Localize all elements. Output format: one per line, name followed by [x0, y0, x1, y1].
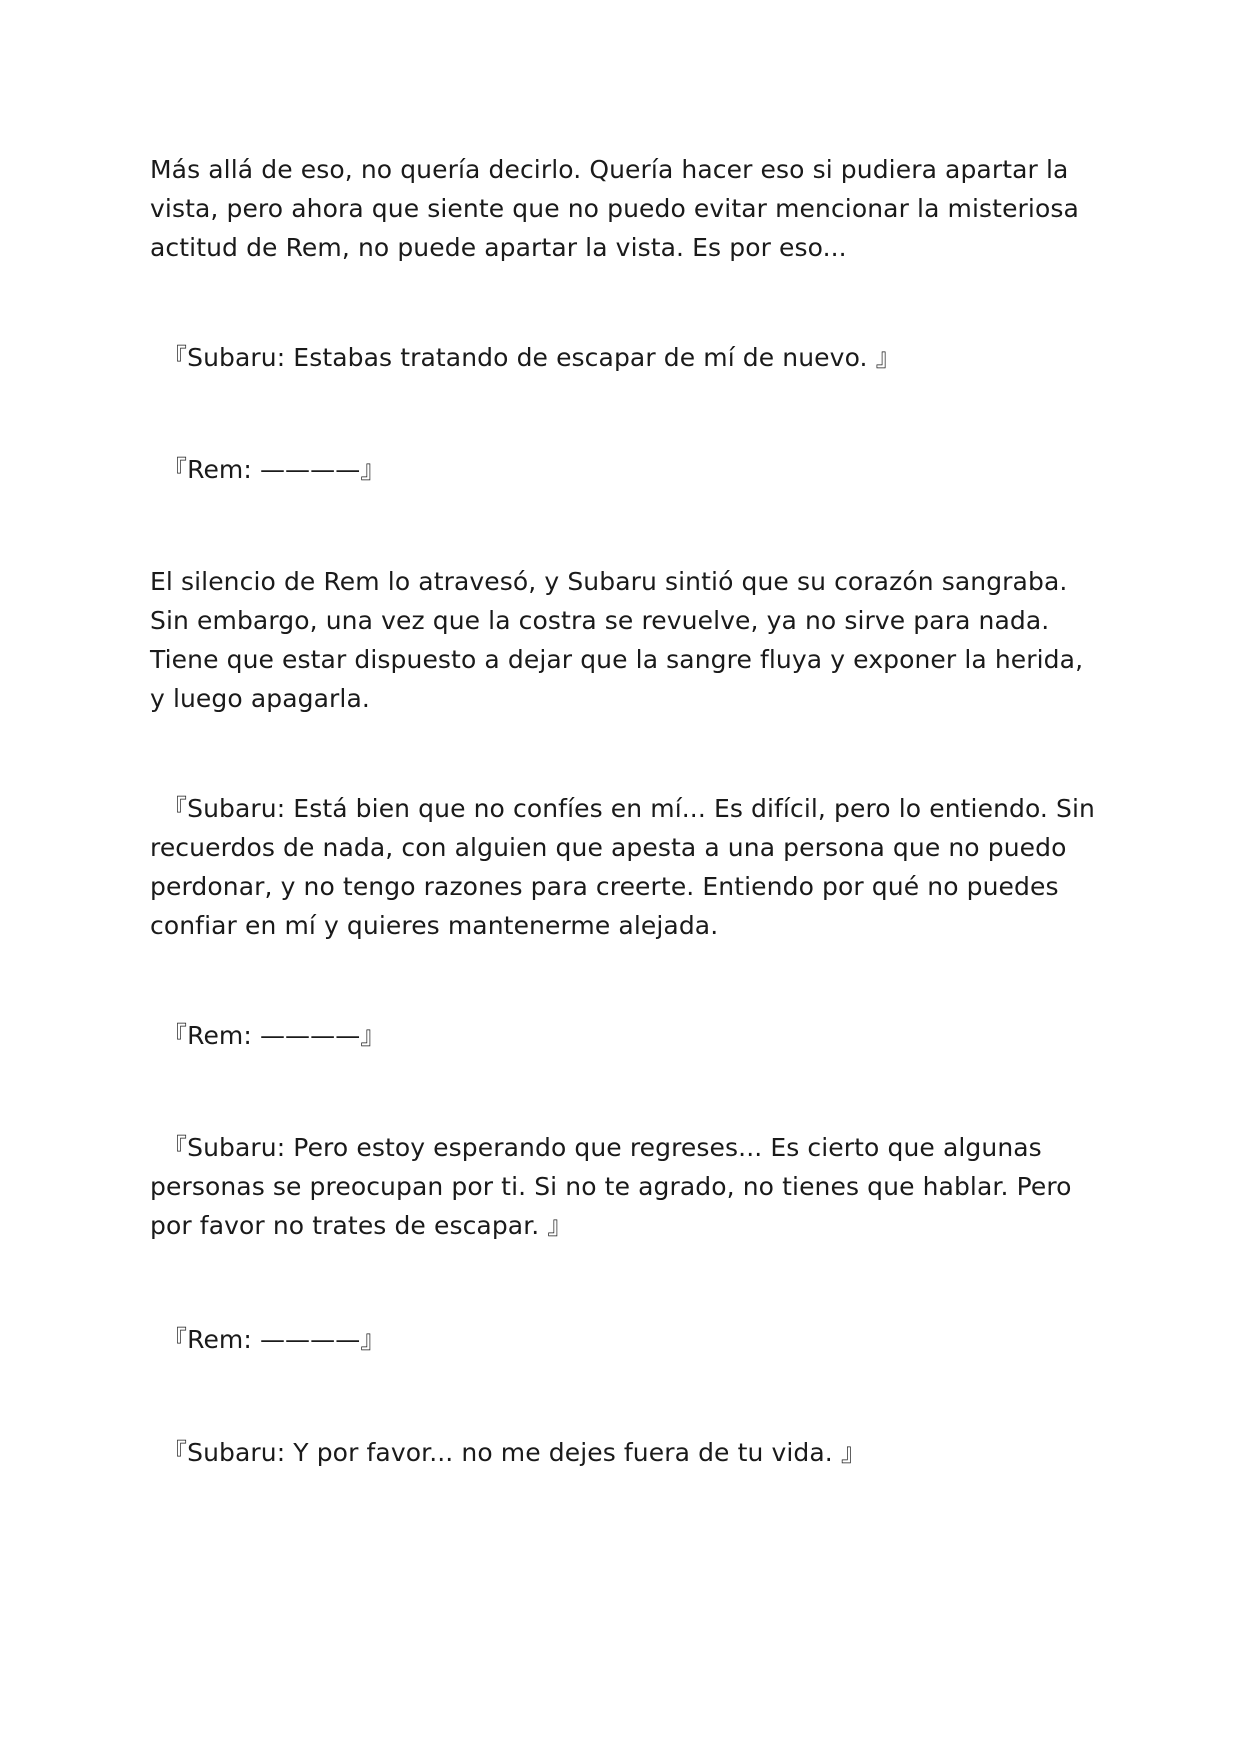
- narration-paragraph-2: El silencio de Rem lo atravesó, y Subaru sintió que su corazón sangraba. Sin embargo, una vez que la costra se revuelve, ya no sirve para nada. Tiene que estar dispuesto a dejar que la sangre fluya y exponer la herida, y luego apagarla.: [150, 567, 1084, 713]
- dialogue-subaru-4: 『Subaru: Y por favor... no me dejes fuera de tu vida. 』: [162, 1438, 866, 1467]
- narration-paragraph-1: Más allá de eso, no quería decirlo. Quería hacer eso si pudiera apartar la vista, pero ahora que siente que no puedo evitar mencionar la misteriosa actitud de Rem, no puede apartar la vista. Es por eso...: [150, 155, 1079, 262]
- dialogue-subaru-3: 『Subaru: Pero estoy esperando que regreses... Es cierto que algunas personas se preocupan por ti. Si no te agrado, no tienes que hablar. Pero por favor no trates de escapar. 』: [150, 1133, 1072, 1240]
- dialogue-rem-3: 『Rem: ————』: [162, 1325, 386, 1354]
- dialogue-subaru-2: 『Subaru: Está bien que no confíes en mí... Es difícil, pero lo entiendo. Sin recuerdos de nada, con alguien que apesta a una persona que no puedo perdonar, y no tengo razones para creerte. Entiendo por qué no puedes confiar en mí y quieres mantenerme alejada.: [150, 794, 1095, 940]
- dialogue-subaru-1: 『Subaru: Estabas tratando de escapar de mí de nuevo. 』: [162, 343, 901, 372]
- dialogue-rem-2: 『Rem: ————』: [162, 1021, 386, 1050]
- dialogue-rem-1: 『Rem: ————』: [162, 455, 386, 484]
